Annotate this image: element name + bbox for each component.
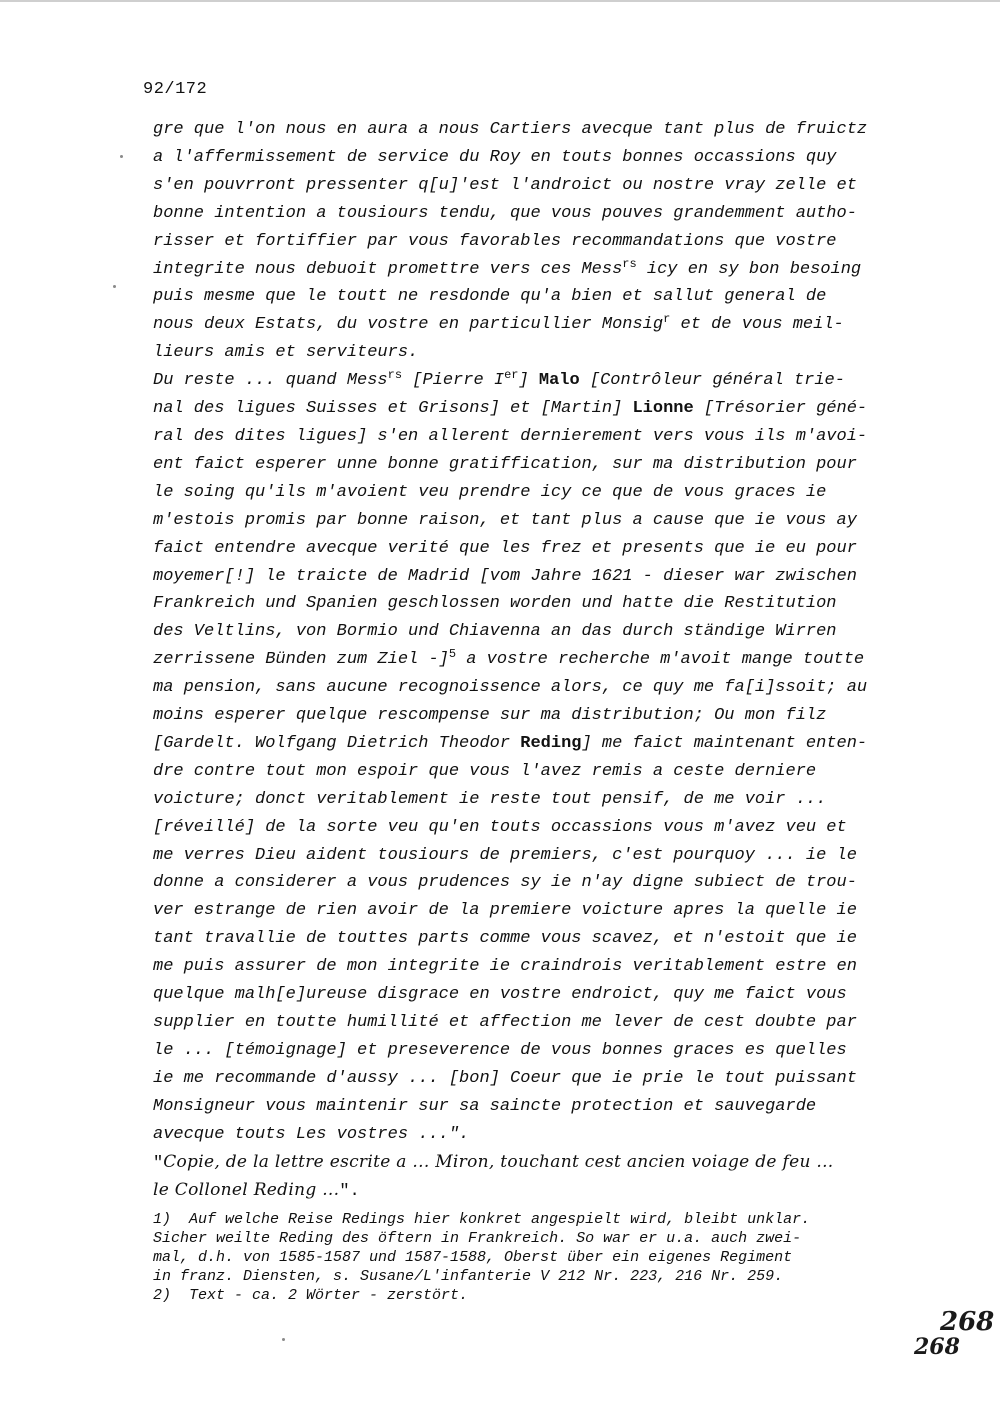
text-line: m'estois promis par bonne raison, et tant plus a cause que ie vous ay — [153, 510, 857, 530]
footnote-number: 2) — [153, 1287, 172, 1304]
text-line: "Copie, de la lettre escrite a ... Miron, touchant cest ancien voiage de feu ... — [153, 1151, 834, 1173]
name-malo: Malo — [538, 371, 580, 391]
text-line: nal des ligues Suisses et Grisons] et [Martin] Lionne [Trésorier géné- — [153, 399, 868, 419]
text-line: donne a considerer a vous prudences sy ie n'ay digne subiect de trou- — [153, 873, 857, 893]
text-line: gre que l'on nous en aura a nous Cartiers avecque tant plus de fruictz — [153, 120, 868, 139]
text-line: supplier en toutte humillité et affection me lever de cest doubte par — [153, 1013, 857, 1032]
text-line: moyemer[!] le traicte de Madrid [vom Jahre 1621 - dieser war zwischen — [153, 566, 857, 586]
text-line: le ... [témoignage] et preseverence de vous bonnes graces es quelles — [153, 1040, 847, 1060]
top-edge-line — [0, 0, 1000, 2]
text-line: zerrissene Bünden zum Ziel -]$^5$ a vostre recherche m'avoit mange toutte — [153, 647, 865, 670]
text-line: ent faict esperer unne bonne gratiffication, sur ma distribution pour — [153, 454, 857, 474]
name-reding: Reding — [520, 733, 582, 753]
script-citation: Copie, de la lettre escrite a ... Miron, touchant cest ancien voiage de feu ... — [163, 1151, 834, 1172]
scan-speck — [282, 1338, 285, 1341]
text-line: [réveillé] de la sorte veu qu'en touts occassions vous m'avez veu et — [153, 817, 847, 837]
text-line: s'en pouvrront pressenter q[u]'est l'androict ou nostre vray zelle et — [153, 175, 857, 195]
text-line: [Gardelt. Wolfgang Dietrich Theodor Reding] me faict maintenant enten- — [153, 733, 868, 753]
text-line: integrite nous debuoit promettre vers ces Mess$^{rs}$ icy en sy bon besoing — [153, 256, 862, 279]
text-line: me verres Dieu aident tousiours de premiers, c'est pourquoy ... ie le — [153, 845, 857, 865]
text-line: avecque touts Les vostres ...". — [153, 1124, 470, 1144]
footnote: 1) Auf welche Reise Redings hier konkret angespielt wird, bleibt unklar. Sicher weilte Reding des öftern in Frankreich. So war er u.a. auch zwei- mal, d.h. von 1585-1587 und 1587-1588, Oberst über ein eigenes Regiment in franz. Diensten, s. Susane/L'infanterie V 212 Nr. 223, 216 Nr. 259. — [153, 1211, 811, 1285]
text-line: a l'affermissement de service du Roy en touts bonnes occassions quy — [153, 147, 837, 167]
text-line: le soing qu'ils m'avoient veu prendre icy ce que de vous graces ie — [153, 482, 827, 502]
scan-speck — [113, 285, 116, 288]
text-line: des Veltlins, von Bormio und Chiavenna an das durch ständige Wirren — [153, 622, 837, 642]
text-line: Monsigneur vous maintenir sur sa saincte protection et sauvegarde — [153, 1096, 817, 1116]
text-line: moins esperer quelque rescompense sur ma distribution; Ou mon filz — [153, 706, 827, 726]
text-line: puis mesme que le toutt ne resdonde qu'a bien et sallut general de — [153, 287, 827, 307]
text-line: quelque malh[e]ureuse disgrace en vostre endroict, quy me faict vous — [153, 985, 847, 1005]
folio-upper: 268 — [940, 1307, 995, 1337]
footnote: 2) Text - ca. 2 Wörter - zerstört. — [153, 1287, 469, 1304]
text-line: dre contre tout mon espoir que vous l'avez remis a ceste derniere — [153, 761, 817, 781]
text-line: ral des dites ligues] s'en allerent dernierement vers vous ils m'avoi- — [153, 426, 868, 446]
text-line: Du reste ... quand Mess$^{rs}$ [Pierre Ier] Malo [Contrôleur général trie- — [153, 368, 845, 391]
text-line: nous deux Estats, du vostre en particullier Monsig$^r$ et de vous meil- — [153, 312, 844, 335]
text-line: me puis assurer de mon integrite ie craindrois veritablement estre en — [153, 957, 857, 977]
text-line: bonne intention a tousiours tendu, que vous pouves grandemment autho- — [153, 203, 857, 223]
footnote-number: 1) — [153, 1211, 172, 1228]
scan-speck — [120, 155, 123, 158]
script-citation: le Collonel Reding ... — [153, 1180, 340, 1201]
text-line: lieurs amis et serviteurs. — [153, 343, 419, 363]
folio-lower: 268 — [914, 1334, 960, 1360]
text-line: ie me recommande d'aussy ... [bon] Coeur que ie prie le tout puissant — [153, 1068, 857, 1088]
text-line: faict entendre avecque verité que les frez et presents que ie eu pour — [153, 538, 857, 558]
text-line: tant travallie de touttes parts comme vous scavez, et n'estoit que ie — [153, 929, 857, 949]
handwritten-folio-number — [910, 1300, 995, 1360]
text-line: ma pension, sans aucune recognoissence alors, ce quy me fa[i]ssoit; au — [153, 678, 868, 698]
text-line: le Collonel Reding ...". — [153, 1180, 360, 1202]
text-line: voicture; donct veritablement ie reste tout pensif, de me voir ... — [153, 789, 827, 809]
footnotes — [153, 1210, 943, 1305]
text-line: Frankreich und Spanien geschlossen worden und hatte die Restitution — [153, 594, 837, 614]
text-line: ver estrange de rien avoir de la premiere voicture apres la quelle ie — [153, 901, 857, 921]
letter-text — [153, 116, 933, 1206]
name-lionne: Lionne — [632, 399, 694, 419]
text-line: risser et fortiffier par vous favorables recommandations que vostre — [153, 231, 837, 251]
page-number: 92/172 — [143, 80, 208, 99]
